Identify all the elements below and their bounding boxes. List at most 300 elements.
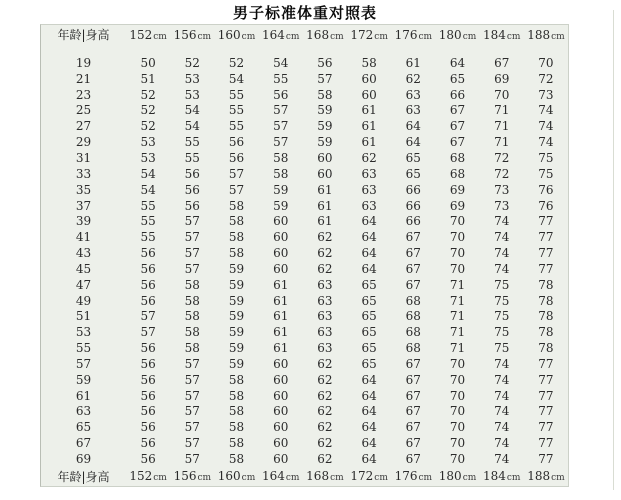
weight-cell: 75	[494, 309, 510, 324]
weight-cell: 58	[361, 55, 377, 70]
weight-cell: 57	[184, 388, 200, 403]
weight-cell: 54	[184, 103, 200, 118]
weight-cell: 62	[361, 150, 377, 165]
table-row	[41, 372, 568, 388]
weight-cell: 67	[405, 261, 421, 276]
weight-cell: 55	[184, 150, 200, 165]
height-unit: cm	[418, 31, 433, 42]
weight-cell: 61	[273, 325, 289, 340]
weight-cell: 77	[538, 404, 554, 419]
weight-cell: 58	[317, 87, 333, 102]
weight-cell: 55	[140, 198, 156, 213]
weight-cell: 67	[494, 55, 510, 70]
weight-cell: 71	[449, 341, 466, 356]
age-cell: 29	[75, 135, 92, 150]
weight-cell: 78	[538, 293, 554, 308]
weight-cell: 71	[494, 119, 510, 134]
weight-cell: 61	[361, 103, 377, 118]
weight-cell: 77	[538, 214, 554, 229]
weight-cell: 61	[317, 214, 333, 229]
height-number: 160	[217, 469, 241, 483]
height-unit: cm	[374, 473, 388, 483]
weight-cell: 63	[361, 166, 377, 181]
weight-cell: 67	[405, 436, 421, 451]
weight-cell: 62	[317, 404, 333, 419]
weight-cell: 57	[184, 214, 200, 229]
table-row	[41, 324, 568, 340]
weight-cell: 69	[449, 182, 466, 197]
weight-cell: 76	[538, 198, 554, 213]
weight-cell: 62	[317, 436, 333, 451]
age-cell: 19	[75, 55, 92, 70]
weight-cell: 63	[405, 87, 421, 102]
weight-cell: 72	[538, 71, 554, 86]
weight-cell: 66	[405, 214, 421, 229]
weight-cell: 76	[538, 182, 554, 197]
weight-cell: 78	[538, 325, 554, 340]
weight-cell: 77	[538, 356, 554, 371]
table-row	[41, 118, 568, 134]
weight-cell: 60	[317, 166, 333, 181]
weight-cell: 56	[140, 293, 156, 308]
weight-cell: 57	[184, 452, 200, 467]
weight-cell: 63	[317, 293, 333, 308]
table-row	[41, 134, 568, 150]
weight-cell: 62	[317, 372, 333, 387]
weight-cell: 77	[538, 436, 554, 451]
weight-cell: 74	[494, 436, 510, 451]
weight-cell: 56	[140, 452, 156, 467]
weight-cell: 69	[449, 198, 466, 213]
weight-cell: 70	[494, 87, 510, 102]
age-cell: 47	[75, 277, 92, 292]
weight-cell: 73	[538, 87, 554, 102]
weight-cell: 74	[538, 119, 554, 134]
weight-cell: 78	[538, 277, 554, 292]
weight-cell: 74	[494, 452, 510, 467]
age-cell: 69	[75, 452, 92, 467]
age-cell: 59	[75, 372, 92, 387]
table-header-row	[41, 25, 568, 45]
weight-cell: 65	[361, 293, 377, 308]
weight-cell: 58	[184, 293, 200, 308]
weight-cell: 57	[317, 71, 333, 86]
weight-cell: 61	[405, 55, 421, 70]
weight-cell: 52	[140, 87, 156, 102]
weight-cell: 58	[184, 325, 200, 340]
weight-cell: 55	[140, 214, 156, 229]
table-row	[41, 261, 568, 277]
weight-cell: 74	[494, 261, 510, 276]
weight-cell: 56	[140, 261, 156, 276]
age-cell: 49	[75, 293, 92, 308]
height-header	[214, 470, 258, 483]
weight-cell: 70	[449, 230, 466, 245]
weight-cell: 62	[317, 452, 333, 467]
table-row	[41, 103, 568, 119]
weight-cell: 64	[361, 420, 377, 435]
weight-cell: 57	[184, 372, 200, 387]
height-unit: cm	[153, 31, 167, 42]
height-header	[170, 29, 214, 42]
weight-cell: 58	[184, 341, 200, 356]
height-unit: cm	[241, 473, 256, 483]
weight-cell: 58	[228, 404, 245, 419]
weight-cell: 54	[184, 119, 200, 134]
weight-cell: 66	[405, 198, 421, 213]
weight-cell: 64	[361, 388, 377, 403]
weight-cell: 55	[228, 87, 245, 102]
weight-cell: 65	[405, 166, 421, 181]
weight-cell: 64	[361, 261, 377, 276]
table-row	[41, 229, 568, 245]
table-row	[41, 245, 568, 261]
weight-cell: 53	[140, 135, 156, 150]
age-cell: 31	[75, 150, 92, 165]
weight-cell: 55	[184, 135, 200, 150]
age-cell: 53	[75, 325, 92, 340]
weight-cell: 68	[405, 293, 421, 308]
height-header	[347, 29, 391, 42]
age-cell: 27	[75, 119, 92, 134]
weight-cell: 58	[273, 166, 289, 181]
weight-cell: 63	[317, 277, 333, 292]
weight-cell: 78	[538, 341, 554, 356]
weight-cell: 61	[317, 198, 333, 213]
age-cell: 45	[75, 261, 92, 276]
weight-cell: 57	[184, 404, 200, 419]
weight-cell: 58	[273, 150, 289, 165]
weight-cell: 59	[273, 182, 289, 197]
height-number: 156	[173, 27, 197, 42]
height-unit: cm	[418, 473, 433, 483]
age-cell: 37	[75, 198, 92, 213]
weight-cell: 60	[273, 436, 289, 451]
weight-cell: 75	[494, 277, 510, 292]
weight-cell: 60	[317, 150, 333, 165]
corner-label: 年龄|身高	[57, 28, 110, 42]
weight-cell: 61	[273, 341, 289, 356]
weight-cell: 57	[273, 119, 289, 134]
weight-cell: 59	[273, 198, 289, 213]
weight-cell: 52	[184, 55, 200, 70]
height-unit: cm	[241, 31, 256, 42]
weight-cell: 57	[184, 356, 200, 371]
age-cell: 41	[75, 230, 92, 245]
weight-cell: 75	[494, 293, 510, 308]
weight-cell: 65	[361, 309, 377, 324]
weight-cell: 77	[538, 372, 554, 387]
table-row	[41, 451, 568, 467]
weight-cell: 72	[494, 166, 510, 181]
weight-cell: 57	[184, 420, 200, 435]
table-row	[41, 182, 568, 198]
weight-cell: 61	[361, 119, 377, 134]
weight-cell: 64	[361, 372, 377, 387]
height-unit: cm	[462, 473, 477, 483]
height-number: 176	[394, 469, 418, 483]
weight-cell: 53	[140, 150, 156, 165]
weight-cell: 61	[273, 277, 289, 292]
weight-cell: 56	[140, 404, 156, 419]
weight-cell: 61	[361, 135, 377, 150]
height-unit: cm	[506, 31, 521, 42]
weight-cell: 59	[228, 341, 245, 356]
weight-cell: 65	[449, 71, 466, 86]
weight-cell: 63	[361, 182, 377, 197]
height-number: 172	[350, 27, 374, 42]
weight-cell: 57	[184, 261, 200, 276]
weight-cell: 73	[494, 198, 510, 213]
weight-cell: 64	[361, 404, 377, 419]
weight-cell: 74	[538, 135, 554, 150]
height-header	[170, 470, 214, 483]
height-header	[391, 29, 435, 42]
weight-cell: 56	[140, 388, 156, 403]
weight-cell: 75	[494, 341, 510, 356]
table-row	[41, 293, 568, 309]
weight-table	[40, 24, 569, 487]
weight-cell: 67	[449, 103, 466, 118]
weight-cell: 74	[494, 356, 510, 371]
weight-cell: 62	[317, 261, 333, 276]
weight-cell: 62	[317, 230, 333, 245]
weight-cell: 68	[405, 309, 421, 324]
weight-cell: 59	[228, 356, 245, 371]
table-row	[41, 198, 568, 214]
weight-cell: 57	[184, 436, 200, 451]
weight-cell: 56	[140, 372, 156, 387]
height-number: 188	[527, 469, 551, 483]
weight-cell: 74	[494, 214, 510, 229]
height-unit: cm	[153, 473, 167, 483]
height-number: 184	[482, 469, 506, 483]
weight-cell: 77	[538, 452, 554, 467]
weight-cell: 71	[449, 293, 466, 308]
height-number: 152	[129, 27, 153, 42]
weight-cell: 53	[184, 87, 200, 102]
age-cell: 67	[75, 436, 92, 451]
weight-cell: 54	[228, 71, 245, 86]
age-cell: 63	[75, 404, 92, 419]
weight-cell: 64	[361, 436, 377, 451]
weight-cell: 71	[494, 135, 510, 150]
weight-cell: 67	[405, 277, 421, 292]
weight-cell: 60	[361, 87, 377, 102]
page-title: 男子标准体重对照表	[232, 4, 377, 22]
age-cell: 55	[75, 341, 92, 356]
weight-cell: 52	[140, 119, 156, 134]
height-number: 172	[350, 469, 374, 483]
weight-cell: 50	[140, 55, 156, 70]
weight-cell: 60	[273, 420, 289, 435]
weight-cell: 58	[228, 198, 245, 213]
weight-cell: 59	[228, 293, 245, 308]
height-number: 164	[261, 469, 285, 483]
weight-cell: 63	[317, 325, 333, 340]
weight-cell: 60	[273, 214, 289, 229]
weight-cell: 74	[494, 372, 510, 387]
height-number: 180	[438, 27, 462, 42]
height-header	[214, 29, 258, 42]
height-unit: cm	[462, 31, 477, 42]
weight-cell: 67	[405, 246, 421, 261]
weight-cell: 74	[494, 404, 510, 419]
weight-cell: 68	[449, 150, 466, 165]
age-cell: 25	[75, 103, 92, 118]
age-cell: 35	[75, 182, 92, 197]
height-number: 180	[438, 469, 462, 483]
weight-cell: 60	[273, 404, 289, 419]
weight-cell: 60	[273, 452, 289, 467]
weight-cell: 57	[140, 309, 156, 324]
table-row	[41, 404, 568, 420]
weight-cell: 68	[405, 341, 421, 356]
age-cell: 61	[75, 388, 92, 403]
weight-cell: 68	[405, 325, 421, 340]
height-number: 168	[306, 27, 330, 42]
weight-cell: 56	[140, 341, 156, 356]
weight-cell: 74	[494, 246, 510, 261]
weight-cell: 75	[538, 150, 554, 165]
height-header	[391, 470, 435, 483]
weight-cell: 62	[405, 71, 421, 86]
weight-cell: 65	[361, 325, 377, 340]
weight-cell: 75	[494, 325, 510, 340]
weight-cell: 67	[449, 135, 466, 150]
height-header	[259, 29, 303, 42]
height-header	[524, 29, 568, 42]
height-header	[480, 470, 524, 483]
weight-cell: 64	[405, 135, 421, 150]
height-unit: cm	[197, 473, 212, 483]
table-row	[41, 340, 568, 356]
height-number: 152	[129, 469, 153, 483]
table-row	[41, 388, 568, 404]
weight-cell: 54	[140, 166, 156, 181]
weight-cell: 58	[228, 372, 245, 387]
weight-cell: 56	[140, 246, 156, 261]
weight-cell: 71	[449, 309, 466, 324]
weight-cell: 57	[140, 325, 156, 340]
weight-cell: 65	[361, 356, 377, 371]
weight-cell: 55	[228, 103, 245, 118]
height-header	[303, 29, 347, 42]
age-cell: 33	[75, 166, 92, 181]
height-unit: cm	[285, 473, 300, 483]
weight-cell: 65	[361, 341, 377, 356]
weight-cell: 58	[184, 309, 200, 324]
weight-cell: 74	[494, 388, 510, 403]
weight-cell: 54	[273, 55, 289, 70]
height-unit: cm	[506, 473, 521, 483]
weight-cell: 59	[228, 325, 245, 340]
table-row	[41, 71, 568, 87]
weight-cell: 55	[273, 71, 289, 86]
weight-cell: 62	[317, 246, 333, 261]
weight-cell: 70	[449, 261, 466, 276]
weight-cell: 59	[228, 277, 245, 292]
weight-cell: 67	[405, 388, 421, 403]
weight-cell: 70	[449, 356, 466, 371]
weight-cell: 70	[449, 452, 466, 467]
age-cell: 39	[75, 214, 92, 229]
table-footer-row	[41, 467, 568, 486]
weight-cell: 69	[494, 71, 510, 86]
weight-cell: 56	[273, 87, 289, 102]
age-cell: 21	[75, 71, 92, 86]
weight-cell: 64	[361, 246, 377, 261]
weight-cell: 75	[538, 166, 554, 181]
weight-cell: 70	[449, 372, 466, 387]
age-cell: 43	[75, 246, 92, 261]
weight-cell: 66	[449, 87, 466, 102]
height-unit: cm	[285, 31, 300, 42]
height-header	[435, 470, 479, 483]
table-row	[41, 166, 568, 182]
weight-cell: 61	[273, 293, 289, 308]
weight-cell: 61	[273, 309, 289, 324]
weight-cell: 56	[228, 135, 245, 150]
weight-cell: 65	[361, 277, 377, 292]
height-header	[259, 470, 303, 483]
page-edge-line	[613, 10, 614, 490]
table-row	[41, 277, 568, 293]
weight-cell: 59	[228, 261, 245, 276]
age-cell: 51	[75, 309, 92, 324]
weight-cell: 58	[228, 230, 245, 245]
weight-cell: 55	[140, 230, 156, 245]
weight-cell: 54	[140, 182, 156, 197]
weight-cell: 61	[317, 182, 333, 197]
weight-cell: 62	[317, 388, 333, 403]
weight-cell: 74	[494, 420, 510, 435]
weight-cell: 58	[228, 452, 245, 467]
table-row	[41, 213, 568, 229]
height-header	[303, 470, 347, 483]
height-header	[524, 470, 568, 483]
weight-cell: 67	[405, 356, 421, 371]
weight-cell: 66	[405, 182, 421, 197]
weight-cell: 57	[184, 230, 200, 245]
weight-cell: 77	[538, 246, 554, 261]
weight-cell: 64	[449, 55, 466, 70]
weight-cell: 59	[317, 103, 333, 118]
weight-cell: 58	[228, 420, 245, 435]
weight-cell: 56	[140, 277, 156, 292]
weight-cell: 67	[449, 119, 466, 134]
table-row	[41, 150, 568, 166]
weight-cell: 57	[228, 166, 245, 181]
table-body	[41, 45, 568, 467]
weight-cell: 56	[140, 436, 156, 451]
weight-cell: 77	[538, 388, 554, 403]
table-row	[41, 435, 568, 451]
weight-cell: 56	[317, 55, 333, 70]
weight-cell: 71	[494, 103, 510, 118]
weight-cell: 58	[228, 246, 245, 261]
height-header	[126, 470, 170, 483]
weight-cell: 63	[317, 309, 333, 324]
height-header	[480, 29, 524, 42]
table-row	[41, 309, 568, 325]
weight-cell: 60	[273, 261, 289, 276]
height-number: 160	[217, 27, 241, 42]
weight-cell: 67	[405, 230, 421, 245]
weight-cell: 74	[494, 230, 510, 245]
weight-cell: 56	[140, 420, 156, 435]
weight-cell: 64	[361, 214, 377, 229]
